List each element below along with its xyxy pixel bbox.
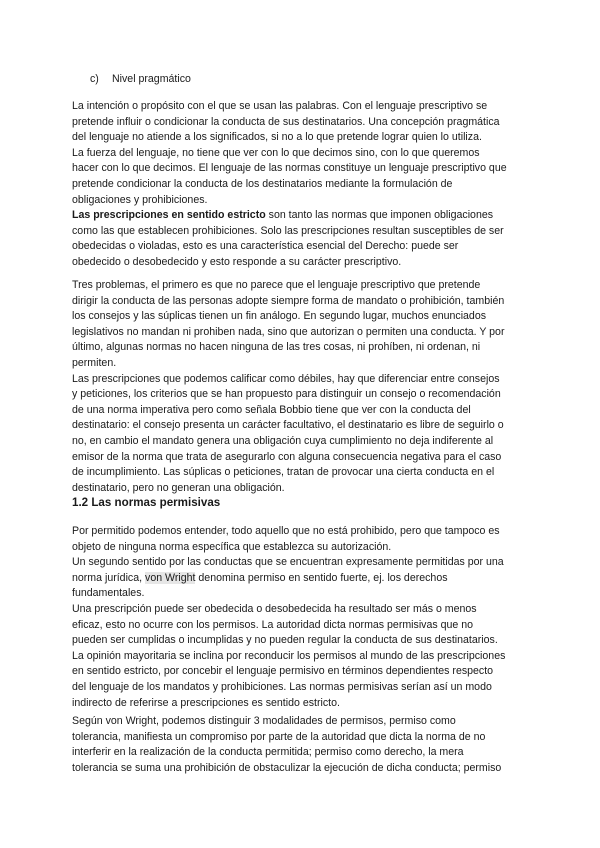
text-line: permiten. [72, 356, 117, 369]
text-line: y peticiones, los criterios que se han propuesto para distinguir un consejo o recomendación [72, 388, 501, 401]
text-line: los consejos y las súplicas tienen un fin análogo. En segundo lugar, muchos enunciados [72, 310, 487, 323]
text-line: de una norma imperativa pero como señala Bobbio tiene que ver con la conducta del [72, 403, 471, 416]
highlighted-name: von Wright [145, 571, 196, 584]
text-line: Un segundo sentido por las conductas que se encuentran expresamente permitidas por una [72, 556, 504, 569]
text-line: Por permitido podemos entender, todo aquello que no está prohibido, pero que tampoco es [72, 525, 500, 537]
text-line: destinatario, pero no generan una obligación. [72, 481, 285, 494]
text-line: destinatario: el consejo presenta un carácter facultativo, el destinatario es libre de seguirlo o [72, 419, 504, 432]
text-line [72, 571, 532, 587]
text-fragment: norma jurídica, [72, 571, 146, 584]
text-line: como las que establecen prohibiciones. Solo las prescripciones resultan susceptibles de ser [72, 224, 504, 237]
text-line: no, en cambio el mandato genera una obligación cuya cumplimiento no deja indiferente al [72, 434, 494, 447]
text-line: pretende condicionar la conducta de los destinatarios mediante la formulación de [72, 177, 453, 190]
text-line: La intención o propósito con el que se usan las palabras. Con el lenguaje prescriptivo se [72, 100, 488, 112]
text-line: de incumplimiento. Las súplicas o peticiones, tratan de provocar una cierta conducta en el [72, 466, 495, 479]
text-line: hacer con lo que decimos. El lenguaje de las normas constituye un lenguaje prescriptivo que [72, 162, 507, 175]
text-line [72, 208, 532, 224]
text-line: obligaciones y prohibiciones. [72, 193, 208, 206]
text-line: La opinión mayoritaria se inclina por reconducir los permisos al mundo de las prescripciones [72, 649, 506, 662]
text-line: pueden ser cumplidas o incumplidas y no pueden regular la conducta de sus destinatarios. [72, 634, 498, 647]
paragraph-permitted [72, 524, 532, 711]
text-line: pretende influir o condicionar la conducta de sus destinatarios. Una concepción pragmática [72, 115, 500, 128]
text-line: La fuerza del lenguaje, no tiene que ver con lo que decimos sino, con lo que queremos [72, 146, 480, 159]
text-line: interferir en la realización de la conducta permitida; permiso como derecho, la mera [72, 746, 464, 759]
text-line: Según von Wright, podemos distinguir 3 modalidades de permisos, permiso como [72, 715, 456, 727]
text-line: del lenguaje no atiende a los significados, si no a lo que pretende lograr quien lo utiliza. [72, 131, 482, 144]
text-line: objeto de ninguna norma específica que establezca su autorización. [72, 540, 392, 553]
text-fragment: son tanto las normas que imponen obligaciones [265, 209, 494, 221]
section-title: 1.2 Las normas permisivas [72, 496, 221, 509]
text-line: en sentido estricto, por concebir el lenguaje permisivo en términos dependientes respecto [72, 665, 494, 678]
text-line: tolerancia se suma una prohibición de obstaculizar la ejecución de dicha conducta; permiso [72, 761, 502, 774]
text-line: eficaz, esto no ocurre con los permisos. La autoridad dicta normas permisivas que no [72, 618, 474, 631]
text-line: obedecidas o violadas, esto es una característica esencial del Derecho: puede ser [72, 240, 459, 253]
text-line: obedecido o desobedecido y esto responde a su carácter prescriptivo. [72, 255, 402, 268]
text-fragment: denomina permiso en sentido fuerte, ej. los derechos [195, 571, 448, 584]
text-line: último, algunas normas no hacen ninguna de las tres cosas, ni prohíben, ni ordenan, ni [72, 341, 481, 354]
text-line: emisor de la norma que trata de asegurarlo con alguna consecuencia negativa para el caso [72, 450, 502, 463]
text-line: fundamentales. [72, 587, 145, 600]
paragraph-strict-prescriptions [72, 208, 532, 270]
text-line: indirecto de referirse a prescripciones es sentido estricto. [72, 696, 340, 709]
text-line: legislativos no mandan ni prohiben nada, sino que autorizan o permiten una conducta. Y por [72, 325, 505, 338]
subheading-pragmatic-level [90, 72, 191, 88]
list-marker: c) [90, 73, 99, 85]
paragraph-intention [72, 99, 532, 208]
subheading-title: Nivel pragmático [112, 73, 191, 85]
text-line: del lenguaje de los mandatos y prohibiciones. Las normas permisivas serían así un modo [72, 680, 492, 693]
paragraph-von-wright [72, 714, 532, 776]
text-line: tolerancia, manifiesta un compromiso por parte de la autoridad que dicta la norma de no [72, 730, 486, 743]
text-line: dirigir la conducta de las personas adopte siempre forma de mandato o prohibición, también [72, 294, 505, 307]
text-line: Las prescripciones que podemos calificar como débiles, hay que diferenciar entre consejos [72, 372, 500, 385]
paragraph-three-problems [72, 278, 532, 496]
text-line: Tres problemas, el primero es que no parece que el lenguaje prescriptivo que pretende [72, 279, 481, 291]
text-line: Una prescripción puede ser obedecida o desobedecida ha resultado ser más o menos [72, 602, 477, 615]
bold-term: Las prescripciones en sentido estricto [72, 209, 266, 221]
